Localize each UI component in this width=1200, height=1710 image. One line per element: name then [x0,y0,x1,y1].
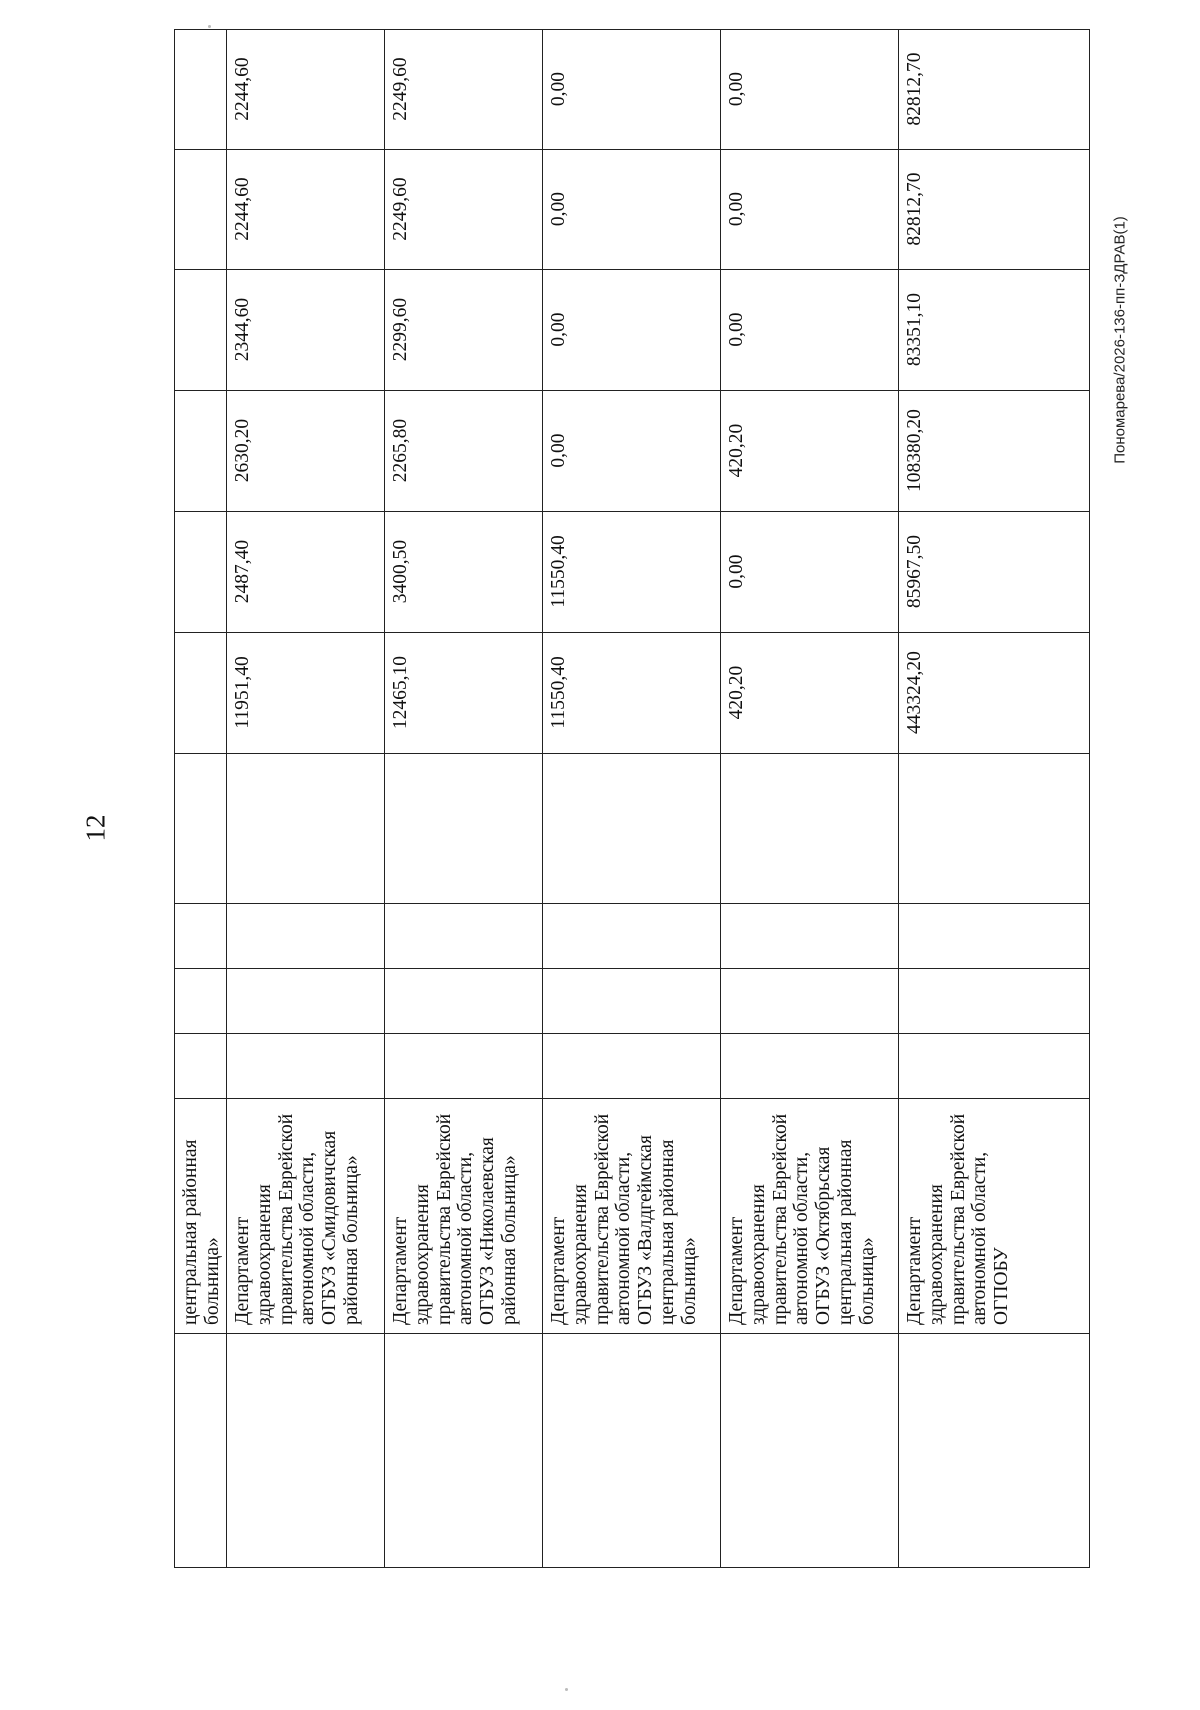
code-cell [227,969,385,1034]
code-cell [175,754,227,904]
budget-table [174,29,1090,1568]
code-cell [227,1034,385,1099]
amount-cell: 0,00 [721,512,899,633]
code-cell [385,969,543,1034]
document-code [1111,216,1129,464]
code-cell [543,969,721,1034]
code-cell [175,969,227,1034]
organization-name-cell: Департамент здравоохранения правительства Еврейской автономной области, ОГБУЗ «Николаевская районная больница» [385,1099,543,1334]
code-cell [175,904,227,969]
organization-name-cell: Департамент здравоохранения правительства Еврейской автономной области, ОГПОБУ [899,1099,1090,1334]
amount-cell [175,30,227,150]
amount-cell: 2299,60 [385,270,543,391]
amount-cell [175,270,227,391]
code-cell [899,969,1090,1034]
amount-cell: 420,20 [721,391,899,512]
organization-name-cell: центральная районная больница» [175,1099,227,1334]
amount-cell: 0,00 [721,30,899,150]
code-cell [899,904,1090,969]
amount-cell: 0,00 [721,270,899,391]
rotated-table-container [174,30,1089,1568]
amount-cell: 85967,50 [899,512,1090,633]
amount-cell: 0,00 [543,270,721,391]
code-cell [721,904,899,969]
amount-cell: 2344,60 [227,270,385,391]
empty-cell [899,1334,1090,1568]
empty-cell [227,1334,385,1568]
amount-cell: 2249,60 [385,30,543,150]
amount-cell: 0,00 [721,150,899,270]
code-cell [721,1034,899,1099]
table-row [543,30,721,1568]
code-cell [543,754,721,904]
empty-cell [385,1334,543,1568]
empty-cell [543,1334,721,1568]
amount-cell [175,150,227,270]
code-cell [721,754,899,904]
table-row [721,30,899,1568]
table-row [175,30,227,1568]
table-row [227,30,385,1568]
code-cell [899,754,1090,904]
code-cell [385,904,543,969]
code-cell [175,1034,227,1099]
organization-name-cell: Департамент здравоохранения правительства Еврейской автономной области, ОГБУЗ «Октябрьская центральная районная больница» [721,1099,899,1334]
code-cell [385,754,543,904]
amount-cell: 2249,60 [385,150,543,270]
amount-cell: 12465,10 [385,633,543,754]
amount-cell: 0,00 [543,30,721,150]
amount-cell [175,633,227,754]
empty-cell [175,1334,227,1568]
amount-cell: 3400,50 [385,512,543,633]
amount-cell: 82812,70 [899,150,1090,270]
amount-cell: 2630,20 [227,391,385,512]
document-code-text: Пономарева/2026-136-пп-ЗДРАВ(1) [1111,216,1129,464]
organization-name-cell: Департамент здравоохранения правительства Еврейской автономной области, ОГБУЗ «Валдгеймская центральная районная больница» [543,1099,721,1334]
amount-cell: 83351,10 [899,270,1090,391]
amount-cell: 2244,60 [227,150,385,270]
amount-cell: 2244,60 [227,30,385,150]
amount-cell: 11951,40 [227,633,385,754]
amount-cell: 11550,40 [543,512,721,633]
page-number [80,814,111,842]
organization-name-cell: Департамент здравоохранения правительства Еврейской автономной области, ОГБУЗ «Смидовичская районная больница» [227,1099,385,1334]
amount-cell: 2265,80 [385,391,543,512]
table-row [899,30,1090,1568]
scan-speck [565,1688,568,1691]
code-cell [543,904,721,969]
amount-cell: 443324,20 [899,633,1090,754]
amount-cell: 0,00 [543,150,721,270]
amount-cell: 420,20 [721,633,899,754]
code-cell [227,904,385,969]
page-number-text: 12 [80,814,111,842]
code-cell [543,1034,721,1099]
code-cell [385,1034,543,1099]
scan-speck [208,25,211,28]
amount-cell: 2487,40 [227,512,385,633]
table-row [385,30,543,1568]
amount-cell: 0,00 [543,391,721,512]
code-cell [899,1034,1090,1099]
amount-cell: 11550,40 [543,633,721,754]
amount-cell [175,512,227,633]
empty-cell [721,1334,899,1568]
amount-cell [175,391,227,512]
code-cell [721,969,899,1034]
amount-cell: 108380,20 [899,391,1090,512]
amount-cell: 82812,70 [899,30,1090,150]
code-cell [227,754,385,904]
